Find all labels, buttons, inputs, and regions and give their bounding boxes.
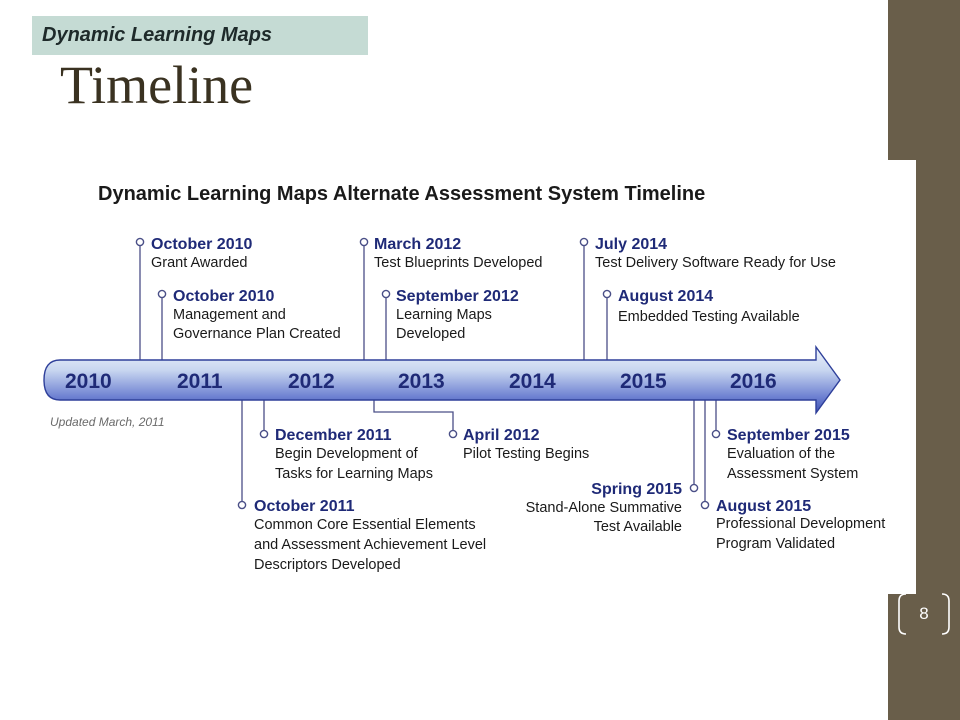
- timeline-svg: [34, 160, 916, 594]
- event-desc-line: Professional Development: [716, 516, 886, 532]
- marker-dot: [603, 290, 610, 297]
- event-mar-2012: [374, 236, 542, 271]
- section-tag-label: Dynamic Learning Maps: [42, 24, 273, 46]
- timeline-diagram: [34, 160, 916, 594]
- marker-dot: [382, 290, 389, 297]
- event-date: April 2012: [463, 427, 540, 444]
- page-number: 8: [919, 604, 929, 623]
- event-date: August 2015: [716, 498, 812, 515]
- event-oct-2010-plan: [173, 288, 341, 342]
- event-desc-line: Pilot Testing Begins: [463, 446, 590, 462]
- event-date: October 2010: [173, 288, 275, 305]
- event-jul-2014: [595, 236, 836, 271]
- event-desc-line: Test Available: [593, 519, 682, 535]
- event-desc-line: Test Delivery Software Ready for Use: [595, 255, 836, 271]
- event-sep-2012: [396, 288, 519, 342]
- event-desc-line: Management and: [173, 307, 286, 323]
- year-label-2016: 2016: [730, 370, 777, 393]
- page-number-frame: [896, 592, 952, 636]
- event-date: March 2012: [374, 236, 462, 253]
- marker-dot: [690, 484, 697, 491]
- event-sep-2015: [727, 427, 858, 482]
- marker-dot: [238, 501, 245, 508]
- event-desc-line: Grant Awarded: [151, 255, 248, 271]
- event-desc-line: Assessment System: [727, 466, 859, 482]
- event-desc-line: Begin Development of: [275, 446, 418, 462]
- event-desc-line: Learning Maps: [396, 307, 492, 323]
- event-date: September 2012: [396, 288, 519, 305]
- year-label-2015: 2015: [620, 370, 667, 393]
- marker-dot: [260, 430, 267, 437]
- event-desc-line: Descriptors Developed: [254, 557, 401, 573]
- event-desc-line: Developed: [396, 326, 466, 342]
- diagram-title: Dynamic Learning Maps Alternate Assessment System Timeline: [98, 183, 706, 205]
- marker-dot: [712, 430, 719, 437]
- event-apr-2012: [463, 427, 589, 462]
- event-dec-2011: [275, 427, 433, 482]
- event-desc-line: Common Core Essential Elements: [254, 517, 476, 533]
- event-desc-line: and Assessment Achievement Level: [254, 537, 487, 553]
- marker-dot: [360, 238, 367, 245]
- year-label-2013: 2013: [398, 370, 445, 393]
- event-desc-line: Program Validated: [716, 536, 836, 552]
- event-date: Spring 2015: [591, 481, 682, 498]
- year-label-2010: 2010: [65, 370, 112, 393]
- marker-dot: [701, 501, 708, 508]
- year-label-2011: 2011: [177, 370, 223, 393]
- marker-dot: [449, 430, 456, 437]
- event-date: July 2014: [595, 236, 668, 253]
- event-oct-2011: [254, 498, 486, 573]
- event-date: December 2011: [275, 427, 392, 444]
- year-label-2012: 2012: [288, 370, 335, 393]
- year-label-2014: 2014: [509, 370, 556, 393]
- section-tag: [32, 16, 368, 55]
- event-desc-line: Stand-Alone Summative: [525, 500, 682, 516]
- event-aug-2014: [618, 288, 800, 325]
- event-desc-line: Embedded Testing Available: [618, 309, 800, 325]
- event-date: September 2015: [727, 427, 850, 444]
- event-desc-line: Governance Plan Created: [173, 326, 341, 342]
- marker-dot: [158, 290, 165, 297]
- slide-title: Timeline: [60, 55, 254, 115]
- event-spring-2015: [526, 481, 682, 535]
- event-aug-2015: [716, 498, 885, 552]
- event-desc-line: Tasks for Learning Maps: [275, 466, 433, 482]
- event-desc-line: Evaluation of the: [727, 446, 836, 462]
- event-oct-2010-grant: [151, 236, 252, 271]
- updated-note: Updated March, 2011: [50, 415, 165, 429]
- event-date: October 2010: [151, 236, 253, 253]
- marker-dot: [136, 238, 143, 245]
- event-desc-line: Test Blueprints Developed: [374, 255, 543, 271]
- event-date: October 2011: [254, 498, 355, 515]
- marker-dot: [580, 238, 587, 245]
- event-date: August 2014: [618, 288, 714, 305]
